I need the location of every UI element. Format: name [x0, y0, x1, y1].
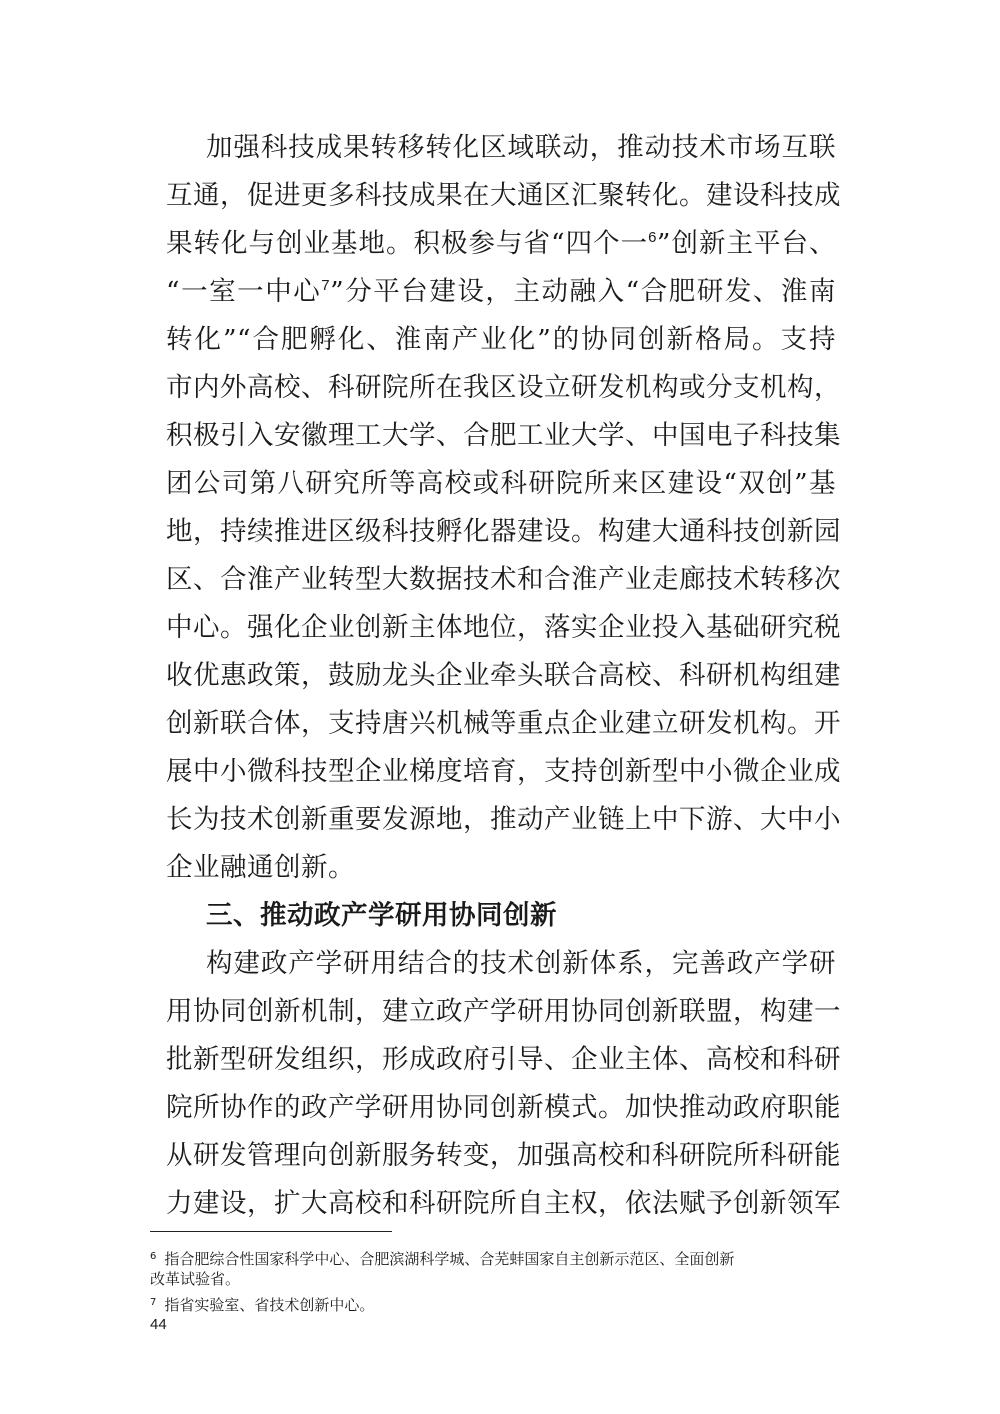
para2-line-2: 用协同创新机制，建立政产学研用协同创新联盟，构建一 — [166, 996, 841, 1027]
para1-line-9: 地，持续推进区级科技孵化器建设。构建大通科技创新园 — [166, 516, 841, 547]
para1-line-7: 积极引入安徽理工大学、合肥工业大学、中国电子科技集 — [166, 420, 841, 451]
footnote-ref-7[interactable]: 7 — [321, 277, 331, 294]
footnote-separator — [150, 1231, 392, 1232]
para1-line-3-a: 果转化与创业基地。积极参与省“四个一 — [166, 228, 649, 259]
para1-line-10: 区、合淮产业转型大数据技术和合淮产业走廊技术转移次 — [166, 564, 841, 595]
footnote-ref-6[interactable]: 6 — [648, 229, 657, 246]
para2-line-4: 院所协作的政产学研用协同创新模式。加快推动政府职能 — [166, 1092, 841, 1123]
para2-line-5: 从研发管理向创新服务转变，加强高校和科研院所科研能 — [166, 1140, 841, 1171]
footnote-mark-7: 7 — [150, 1297, 157, 1308]
para2-line-3: 批新型研发组织，形成政府引导、企业主体、高校和科研 — [166, 1044, 841, 1075]
para1-line-14: 展中小微科技型企业梯度培育，支持创新型中小微企业成 — [166, 756, 841, 787]
para1-line-15: 长为技术创新重要发源地，推动产业链上中下游、大中小 — [166, 804, 841, 835]
para1-line-5: 转化”“合肥孵化、淮南产业化”的协同创新格局。支持 — [166, 324, 836, 355]
footnote-6-line-1: 指合肥综合性国家科学中心、合肥滨湖科学城、合芜蚌国家自主创新示范区、全面创新 — [164, 1250, 735, 1268]
para1-line-13: 创新联合体，支持唐兴机械等重点企业建立研发机构。开 — [166, 708, 841, 739]
para1-line-3-b: ”创新主平台、 — [656, 228, 836, 259]
para1-line-4-a: “一室一中心 — [166, 276, 322, 307]
para1-line-4 — [166, 274, 836, 310]
para1-line-12: 收优惠政策，鼓励龙头企业牵头联合高校、科研机构组建 — [166, 660, 841, 691]
para1-line-8: 团公司第八研究所等高校或科研院所来区建设“双创”基 — [166, 468, 836, 499]
para1-line-3 — [166, 226, 836, 262]
section-heading: 三、推动政产学研用协同创新 — [206, 900, 557, 931]
para1-line-6: 市内外高校、科研院所在我区设立研发机构或分支机构， — [166, 372, 841, 403]
footnote-6 — [150, 1246, 850, 1270]
footnote-mark-6: 6 — [150, 1251, 157, 1262]
para1-line-2: 互通，促进更多科技成果在大通区汇聚转化。建设科技成 — [166, 180, 841, 211]
para1-line-1: 加强科技成果转移转化区域联动，推动技术市场互联 — [206, 132, 836, 163]
para1-line-16: 企业融通创新。 — [166, 852, 355, 883]
footnote-7-line-1: 指省实验室、省技术创新中心。 — [164, 1296, 375, 1314]
footnote-7 — [150, 1292, 850, 1316]
para1-line-4-b: ”分平台建设，主动融入“合肥研发、淮南 — [330, 276, 836, 307]
para2-line-1: 构建政产学研用结合的技术创新体系，完善政产学研 — [206, 948, 836, 979]
para2-line-6: 力建设，扩大高校和科研院所自主权，依法赋予创新领军 — [166, 1188, 841, 1219]
page-number: 44 — [150, 1316, 167, 1333]
para1-line-11: 中心。强化企业创新主体地位，落实企业投入基础研究税 — [166, 612, 841, 643]
footnote-6-continued: 改革试验省。 — [150, 1270, 241, 1288]
